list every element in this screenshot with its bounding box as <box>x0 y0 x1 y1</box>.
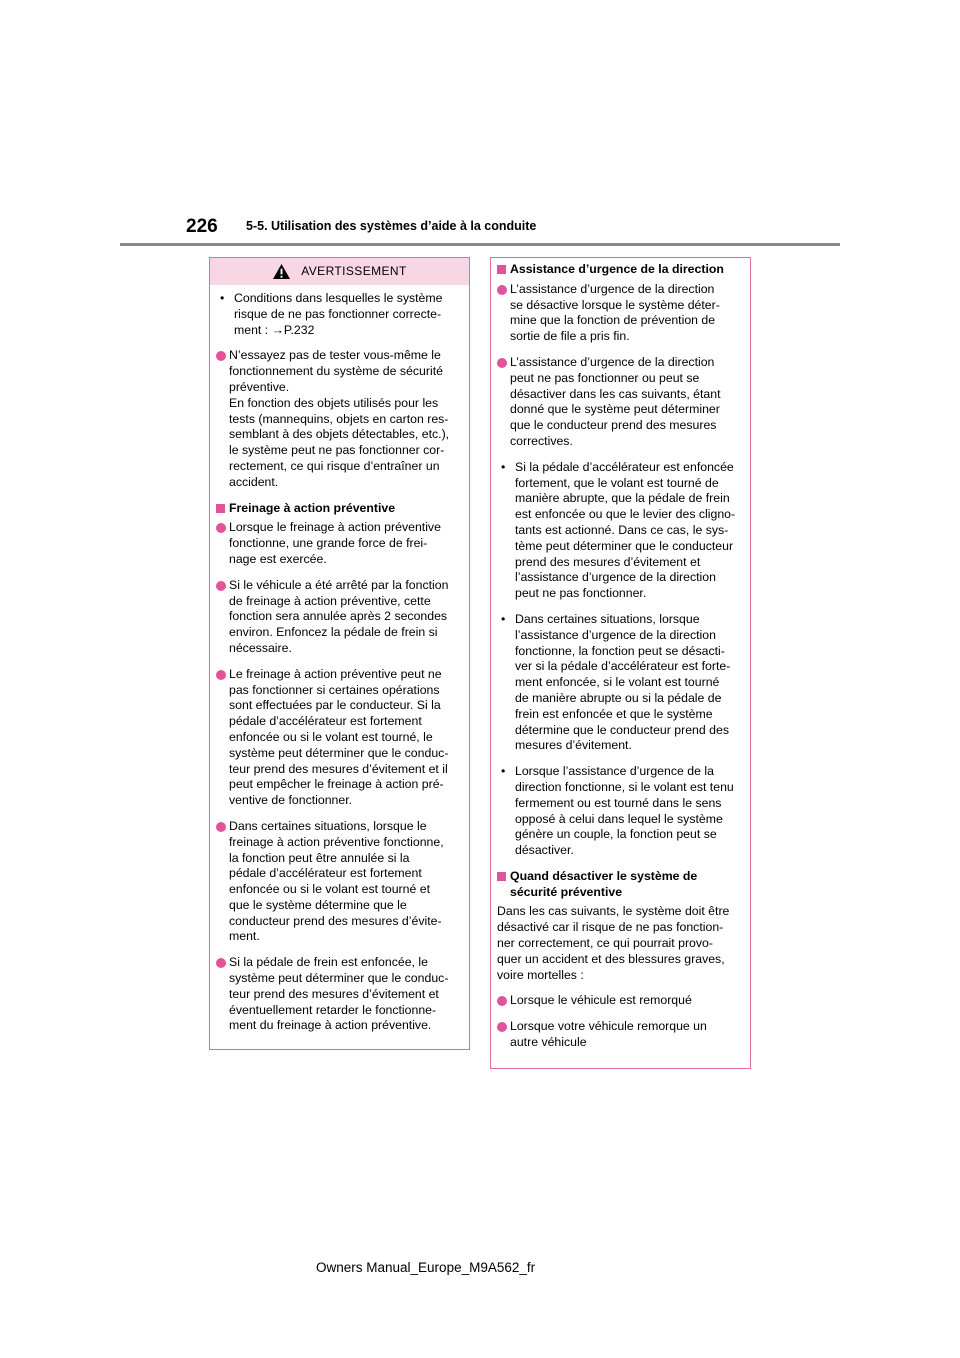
list-item-text: Le freinage à action préventive peut ne pas fonctionner si certaines opérations sont effectuées par le conducteur. Si la pédale d’accélérateur est fortement enfoncée ou si le volant est tourné, le système peut déterminer que le conduc- teur prend des mesures d’évitement et il peut empêcher le freinage à action pré- ventive de fonctionner. <box>229 666 449 808</box>
list-item-text: Si le véhicule a été arrêté par la fonction de freinage à action préventive, cette fonction sera annulée après 2 secondes environ. Enfoncez la pédale de frein si nécessaire. <box>229 577 449 655</box>
heading-text: Freinage à action préventive <box>229 500 396 515</box>
info-box <box>490 257 751 1069</box>
list-item-text: Dans certaines situations, lorsque l’assistance d’urgence de la direction fonctionne, la fonction peut se désacti- ver si la pédale d’accélérateur est forte- ment enfoncée, si le volant est tourné de manière abrupte ou si la pédale de frein est enfoncée et que le système détermine que le conducteur prend des mesures d’évitement. <box>515 611 731 753</box>
list-item-text: L’assistance d’urgence de la direction peut ne pas fonctionner ou peut se désactiver dans les cas suivants, étant donné que le système peut déterminer que le conducteur prend des mesures correctives. <box>510 354 721 448</box>
heading-text: Quand désactiver le système de sécurité préventive <box>510 868 698 899</box>
circle-bullet-icon <box>216 581 226 591</box>
list-item-text: Lorsque le véhicule est remorqué <box>510 993 692 1008</box>
list-item <box>216 955 457 1034</box>
sub-list-item <box>497 764 741 859</box>
circle-bullet-icon <box>497 996 507 1006</box>
circle-bullet-icon <box>497 285 507 295</box>
list-item-text: Dans certaines situations, lorsque le freinage à action préventive fonctionne, la fonction peut être annulée si la pédale d’accélérateur est fortement enfoncée ou si le volant est tourné et que le système détermine que le conducteur prend des mesures d’évite- ment. <box>229 818 444 944</box>
list-item <box>497 993 741 1009</box>
list-item <box>216 819 457 945</box>
list-item-text: L’assistance d’urgence de la direction se désactive lorsque le système déter- mine que la fonction de prévention de sortie de file a pris fin. <box>510 281 720 344</box>
square-bullet-icon <box>497 265 506 274</box>
circle-bullet-icon <box>216 822 226 832</box>
list-item-text: Si la pédale d’accélérateur est enfoncée fortement, que le volant est tourné de manière abrupte, que la pédale de frein est enfoncée ou que le levier des cligno- tants est actionné. Dans ce cas, le sys- tème peut déterminer que le conducteur prend des mesures d’évitement et l’assistance d’urgence de la direction peut ne pas fonctionner. <box>515 459 736 601</box>
circle-bullet-icon <box>497 358 507 368</box>
warning-item-list <box>216 291 457 1034</box>
sub-list-item <box>497 612 741 754</box>
list-item-text: Lorsque votre véhicule remorque un autre véhicule <box>510 1019 707 1050</box>
circle-bullet-icon <box>216 958 226 968</box>
list-item <box>216 578 457 657</box>
paragraph-text: Dans les cas suivants, le système doit être désactivé car il risque de ne pas fonction- ner correctement, ce qui pourrait provo- quer un accident et des blessures graves, voire mortelles : <box>497 904 730 982</box>
info-item-list <box>497 262 741 1051</box>
list-item-text: Lorsque le freinage à action préventive fonctionne, une grande force de frei- nage est exercée. <box>229 520 441 566</box>
circle-bullet-icon <box>216 523 226 533</box>
list-item <box>216 667 457 809</box>
footer-manual-id: Owners Manual_Europe_M9A562_fr <box>316 1260 536 1275</box>
square-bullet-icon <box>216 504 225 513</box>
circle-bullet-icon <box>216 670 226 680</box>
warning-triangle-icon <box>272 263 291 280</box>
list-item <box>497 282 741 345</box>
list-item-text: N’essayez pas de tester vous-même le fonctionnement du système de sécurité préventive. En fonction des objets utilisés pour les tests (mannequins, objets en carton res- semblant à des objets détectables, etc.), le système peut ne pas fonctionner cor- rectement, ce qui risque d’entraîner un accident. <box>229 348 450 489</box>
circle-bullet-icon <box>497 1022 507 1032</box>
header-rule <box>120 243 840 246</box>
list-item-text: Conditions dans lesquelles le système risque de ne pas fonctionner correcte- ment : →P.232 <box>234 291 443 337</box>
list-item <box>497 355 741 450</box>
square-bullet-icon <box>497 872 506 881</box>
page-number: 226 <box>186 216 218 237</box>
list-item <box>216 348 457 490</box>
sub-list-item <box>497 460 741 602</box>
section-heading <box>497 262 741 278</box>
list-item-text: Si la pédale de frein est enfoncée, le système peut déterminer que le conduc- teur prend des mesures d’évitement et éventuellement retarder le fonctionne- ment du freinage à action préventive. <box>229 955 449 1033</box>
warning-label: AVERTISSEMENT <box>301 263 407 278</box>
warning-box <box>209 257 470 1050</box>
paragraph <box>497 904 741 983</box>
heading-text: Assistance d’urgence de la direction <box>510 262 724 276</box>
list-item <box>216 520 457 567</box>
circle-bullet-icon <box>216 351 226 361</box>
list-item-text: Lorsque l’assistance d’urgence de la direction fonctionne, si le volant est tenu fermement ou est tourné dans le sens opposé à celui dans lequel le système génère un couple, la fonction peut se désactiver. <box>515 764 734 858</box>
warning-header <box>210 258 469 285</box>
sub-list-item <box>216 291 457 338</box>
section-title: 5-5. Utilisation des systèmes d’aide à la conduite <box>246 219 537 233</box>
section-heading <box>497 869 741 901</box>
list-item <box>497 1019 741 1051</box>
section-heading <box>216 501 457 517</box>
